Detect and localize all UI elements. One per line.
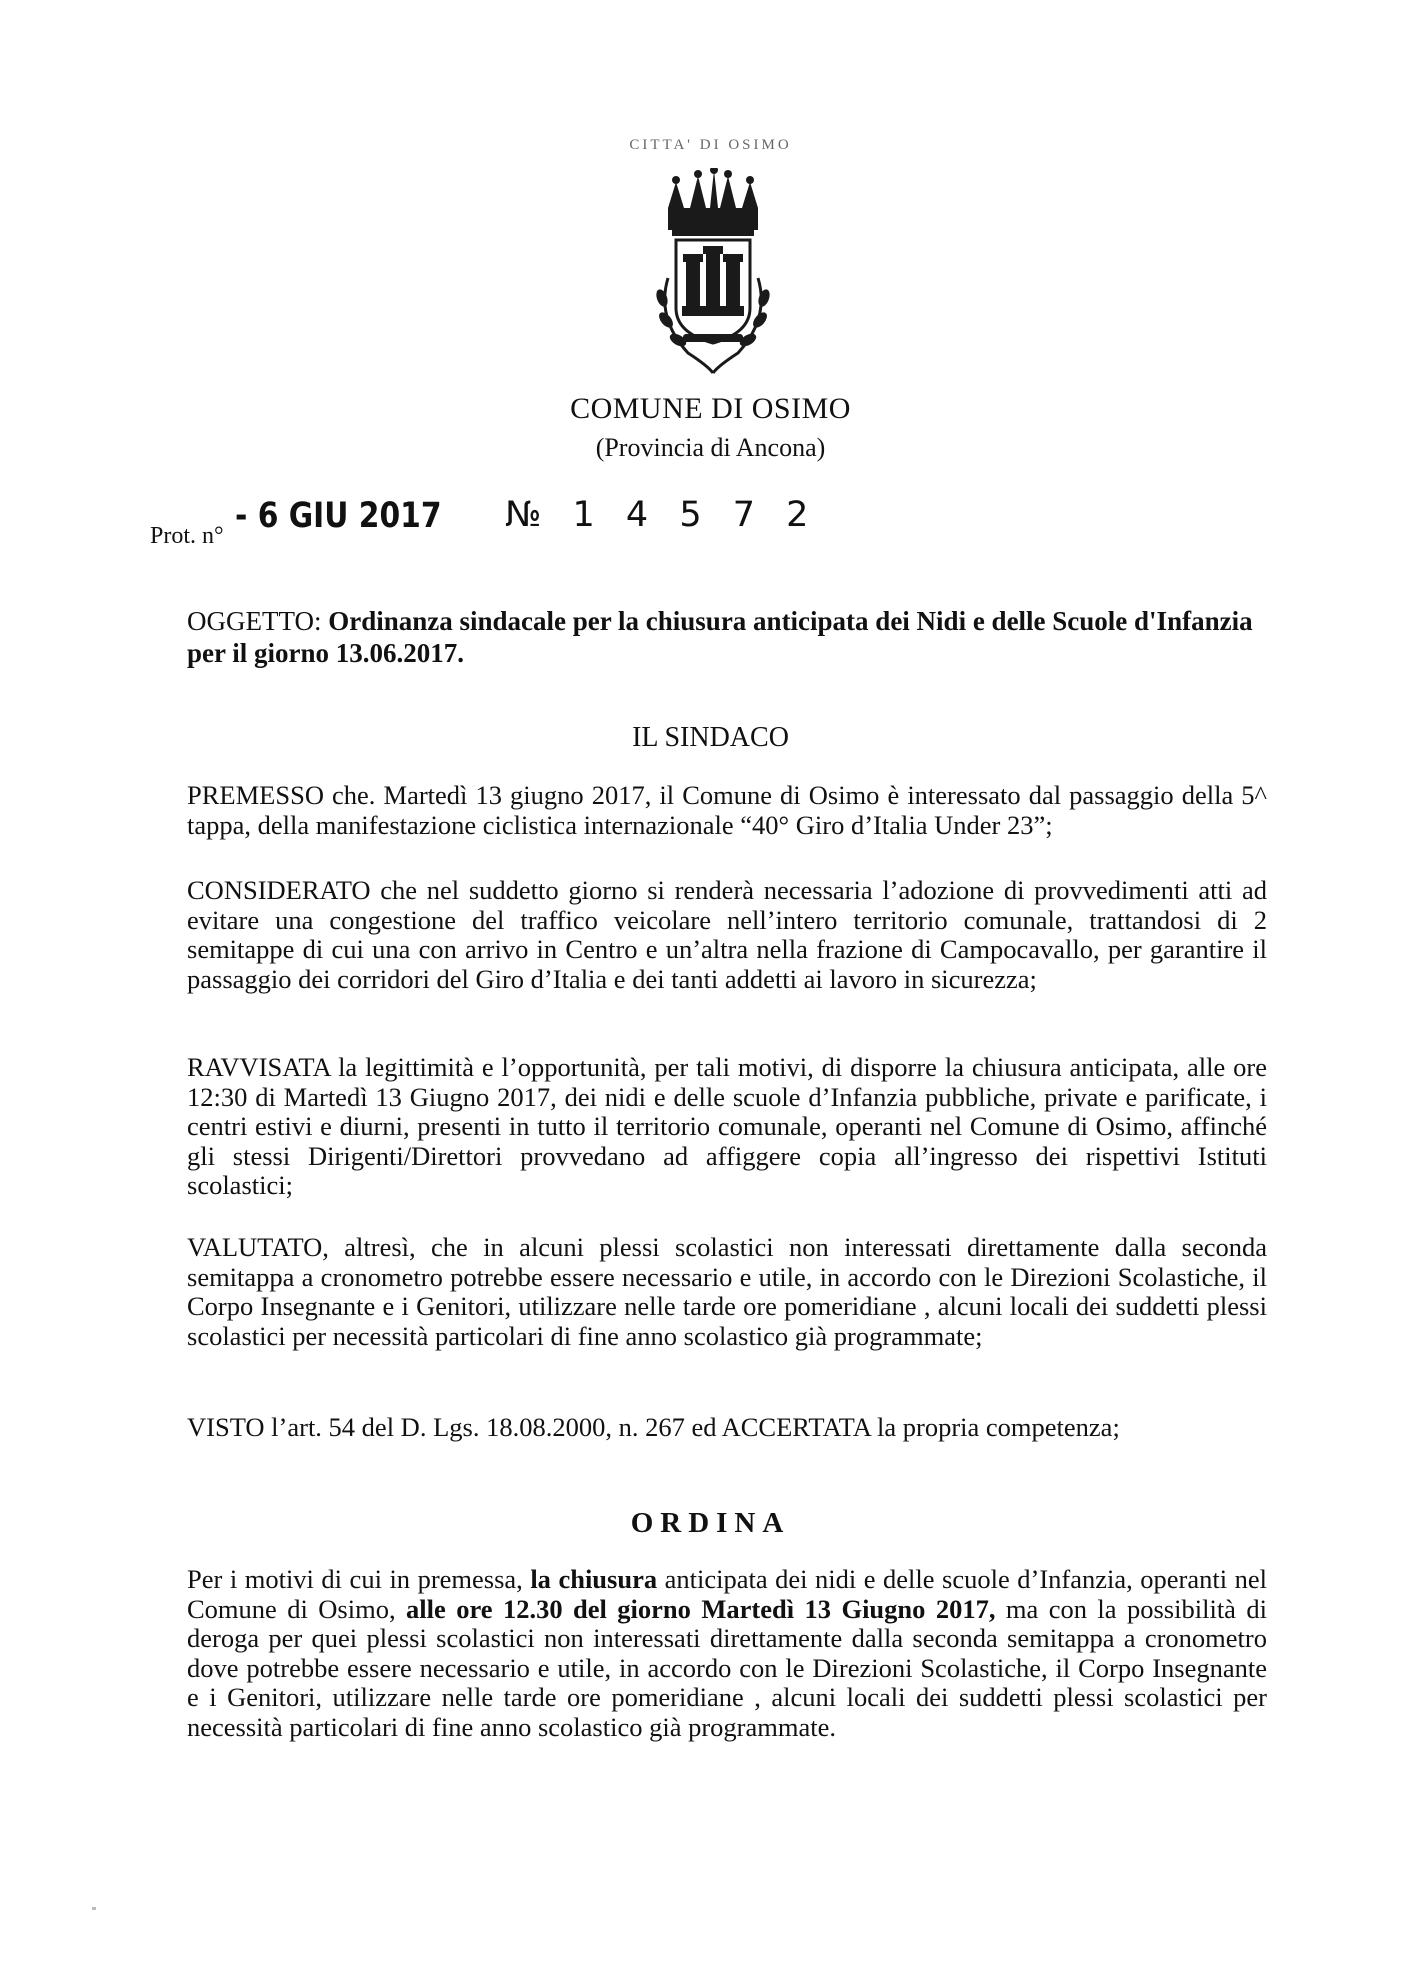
comune-name: COMUNE DI OSIMO xyxy=(570,392,851,425)
subject-text: Ordinanza sindacale per la chiusura anticipata dei Nidi e delle Scuole d'Infanzia per il giorno 13.06.2017. xyxy=(187,606,1253,668)
paragraph-ravvisata: RAVVISATA la legittimità e l’opportunità, per tali motivi, di disporre la chiusura anticipata, alle ore 12:30 di Martedì 13 Giugno 2017, dei nidi e delle scuole d’Infanzia pubbliche, private e parificate, i centri estivi e diurni, presenti in tutto il territorio comunale, operanti nel Comune di Osimo, affinché gli stessi Dirigenti/Direttori provvedano ad affiggere copia all’ingresso dei rispettivi Istituti scolastici; xyxy=(187,1052,1267,1200)
protocol-number-stamp: № 1 4 5 7 2 xyxy=(505,495,819,535)
ordina-text-bold2: alle ore 12.30 del giorno Martedì 13 Giugno 2017, xyxy=(406,1593,996,1624)
paragraph-premesso: PREMESSO che. Martedì 13 giugno 2017, il Comune di Osimo è interessato dal passaggio della 5^ tappa, della manifestazione ciclistica internazionale “40° Giro d’Italia Under 23”; xyxy=(187,780,1267,840)
protocol-date-stamp: - 6 GIU 2017 xyxy=(235,496,442,536)
subject xyxy=(187,605,1267,669)
provincia-name: (Provincia di Ancona) xyxy=(595,433,826,462)
paragraph-visto: VISTO l’art. 54 del D. Lgs. 18.08.2000, n. 267 ed ACCERTATA la propria competenza; xyxy=(187,1412,1120,1442)
scan-mark xyxy=(92,1907,96,1910)
coat-of-arms-icon xyxy=(628,168,798,378)
city-caption: CITTA' DI OSIMO xyxy=(629,137,792,153)
paragraph-valutato: VALUTATO, altresì, che in alcuni plessi scolastici non interessati direttamente dalla seconda semitappa a cronometro potrebbe essere necessario e utile, in accordo con le Direzioni Scolastiche, il Corpo Insegnante e i Genitori, utilizzare nelle tarde ore pomeridiane , alcuni locali dei suddetti plessi scolastici per necessità particolari di fine anno scolastico già programmate; xyxy=(187,1232,1267,1351)
paragraph-ordina xyxy=(187,1565,1267,1742)
ordina-heading: ORDINA xyxy=(630,1507,791,1539)
paragraph-considerato: CONSIDERATO che nel suddetto giorno si renderà necessaria l’adozione di provvedimenti atti ad evitare una congestione del traffico veicolare nell’intero territorio comunale, trattandosi di 2 semitappe di cui una con arrivo in Centro e un’altra nella frazione di Campocavallo, per garantire il passaggio dei corridori del Giro d’Italia e dei tanti addetti ai lavoro in sicurezza; xyxy=(187,875,1267,994)
sindaco-heading: IL SINDACO xyxy=(632,722,789,753)
subject-label: OGGETTO: xyxy=(187,606,322,636)
ordina-text-part3: ma con la possibilità di deroga per quei plessi scolastici non interessati direttamente dalla seconda semitappa a cronometro dove potrebbe essere necessario e utile, in accordo con le Direzioni Scolastiche, il Corpo Insegnante e i Genitori, utilizzare nelle tarde ore pomeridiane , alcuni locali dei suddetti plessi scolastici per necessità particolari di fine anno scolastico già programmate. xyxy=(187,1593,1267,1742)
protocol-label: Prot. n° xyxy=(150,523,224,549)
ordina-text-part1: Per i motivi di cui in premessa, xyxy=(187,1564,531,1594)
ordina-text-part2: anticipata dei nidi e delle scuole d’Infanzia, operanti nel Comune di Osimo, xyxy=(187,1564,1267,1624)
ordina-text-bold1: la chiusura xyxy=(530,1564,658,1594)
